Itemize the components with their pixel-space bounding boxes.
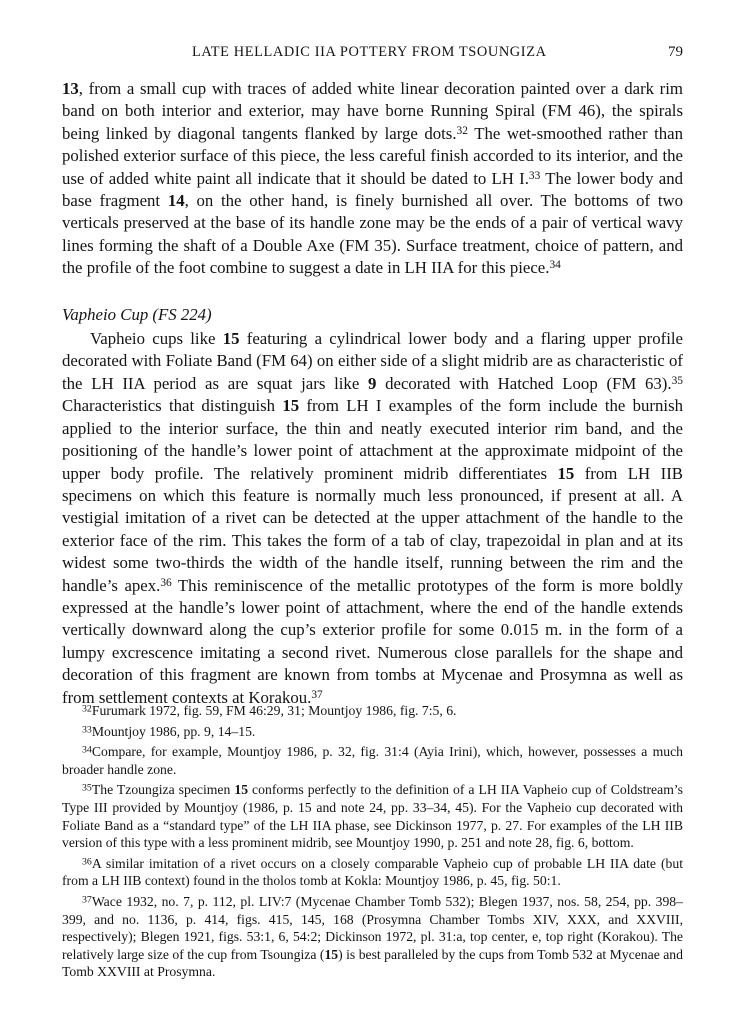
- footnote-text: Wace 1932, no. 7, p. 112, pl. LIV:7 (Mycenae Chamber Tomb 532); Blegen 1937, nos. 58, 254, pp. 398–399, and no. 1136, p. 414, figs. 415, 145, 168 (Prosymna Chamber Tombs XIV, XXX, and XXVIII, respectively); Blegen 1921, figs. 53:1, 6, 54:2; Dickinson 1972, pl. 31:a, top center, e, top right (Korakou). The relatively large size of the cup from Tsoungiza (: [62, 893, 683, 962]
- footnote-36: [62, 855, 683, 890]
- paragraph-1: [62, 78, 683, 280]
- main-text: [62, 78, 683, 709]
- footnote-ref-35[interactable]: 35: [671, 374, 683, 387]
- text-run: , on the other hand, is finely burnished all over. The bottoms of two verticals preserved at the base of its handle zone may be the ends of a pair of vertical wavy lines forming the shaft of a Double Axe (FM 35). Surface treatment, choice of pattern, and the profile of the foot combine to suggest a date in LH IIA for this piece.: [62, 191, 683, 278]
- catalogue-number: 9: [368, 373, 377, 393]
- footnote-number: 34: [82, 744, 92, 756]
- footnote-34: [62, 743, 683, 778]
- footnote-text: Mountjoy 1986, pp. 9, 14–15.: [91, 723, 256, 739]
- footnote-ref-33[interactable]: 33: [528, 169, 541, 182]
- footnote-ref-34[interactable]: 34: [549, 259, 561, 272]
- footnote-number: 33: [82, 724, 92, 736]
- text-run: , from a small cup with traces of added white linear decoration painted over a dark rim band on both interior and exterior, may have borne Running Spiral (FM 46), the spirals being linked by diagonal tangents flanked by large dots.: [62, 79, 683, 143]
- footnote-ref-32[interactable]: 32: [456, 124, 468, 137]
- footnote-text: A similar imitation of a rivet occurs on a closely comparable Vapheio cup of probable LH IIA date (but from a LH IIB context) found in the tholos tomb at Kokla: Mountjoy 1986, p. 45, fig. 50:1.: [62, 855, 683, 889]
- footnote-number: 32: [82, 703, 92, 715]
- section-heading: Vapheio Cup (FS 224): [62, 304, 212, 324]
- paragraph-2: [62, 328, 683, 709]
- catalogue-number: 15: [234, 782, 249, 798]
- text-run: Characteristics that distinguish: [62, 396, 283, 416]
- footnote-33: [62, 723, 683, 741]
- footnote-ref-37[interactable]: 37: [311, 688, 323, 701]
- catalogue-number: 15: [222, 329, 240, 349]
- footnote-text: The Tzoungiza specimen: [91, 782, 235, 798]
- text-run: from LH I examples of the form include the burnish applied to the interior surface, the thin and neatly executed interior rim band, and the positioning of the handle’s lower point of attachment at the approximate midpoint of the upper body profile. The relatively prominent midrib differentiates: [62, 396, 683, 483]
- footnote-text: conforms perfectly to the definition of a LH IIA Vapheio cup of Coldstream’s Type III provided by Mountjoy (1986, p. 15 and note 24, pp. 33–34, 45). For the Vapheio cup decorated with Foliate Band as a “standard type” of the LH IIA phase, see Dickinson 1977, p. 27. For examples of the LH IIB version of this type with a less prominent midrib, see Mountjoy 1990, p. 251 and note 28, fig. 6, bottom.: [62, 782, 683, 851]
- footnote-text: ) is best paralleled by the cups from Tomb 532 at Mycenae and Tomb XXVIII at Prosymna.: [62, 946, 683, 980]
- text-run: The wet-smoothed rather than polished exterior surface of this piece, the less careful finish accorded to its interior, and the use of added white paint all indicate that it should be dated to LH I.: [62, 123, 683, 188]
- text-run: from LH IIB specimens on which this feature is normally much less pronounced, if present at all. A vestigial imitation of a rivet can be detected at the upper attachment of the handle to the exterior face of the rim. This takes the form of a tab of clay, trapezoidal in plan and at its widest some two-thirds the width of the handle itself, running between the rim and the handle’s apex.: [62, 463, 683, 595]
- running-header: [62, 44, 683, 66]
- running-title: LATE HELLADIC IIA POTTERY FROM TSOUNGIZA: [192, 44, 547, 60]
- footnote-32: [62, 702, 683, 720]
- footnote-number: 37: [82, 894, 92, 906]
- footnotes: [62, 702, 683, 984]
- footnote-35: [62, 781, 683, 851]
- footnote-text: Furumark 1972, fig. 59, FM 46:29, 31; Mountjoy 1986, fig. 7:5, 6.: [91, 703, 457, 718]
- footnote-number: 35: [82, 782, 92, 794]
- text-run: decorated with Hatched Loop (FM 63).: [376, 373, 672, 393]
- catalogue-number: 15: [282, 396, 300, 416]
- catalogue-number: 15: [557, 463, 575, 483]
- footnote-37: [62, 893, 683, 981]
- catalogue-number: 13: [62, 79, 79, 98]
- text-run: This reminiscence of the metallic prototypes of the form is more boldly expressed at the handle’s lower point of attachment, where the end of the handle extends vertically downward along the cup’s exterior profile for some 0.015 m. in the form of a lumpy excrescence imitating a second rivet. Numerous close parallels for the shape and decoration of this fragment are known from tombs at Mycenae and Prosymna as well as from settlement contexts at Korakou.: [62, 575, 683, 707]
- text-run: The lower body and base fragment: [62, 168, 683, 211]
- text-run: Vapheio cups like: [90, 329, 223, 349]
- page-number: 79: [668, 44, 683, 60]
- catalogue-number: 15: [324, 946, 339, 962]
- text-run: featuring a cylindrical lower body and a flaring upper profile decorated with Foliate Band (FM 64) on either side of a slight midrib are as characteristic of the LH IIA period as are squat jars like: [62, 329, 683, 393]
- footnote-ref-36[interactable]: 36: [160, 576, 172, 589]
- footnote-text: Compare, for example, Mountjoy 1986, p. 32, fig. 31:4 (Ayia Irini), which, however, possesses a much broader handle zone.: [62, 744, 683, 777]
- catalogue-number: 14: [167, 191, 185, 211]
- footnote-number: 36: [82, 856, 92, 868]
